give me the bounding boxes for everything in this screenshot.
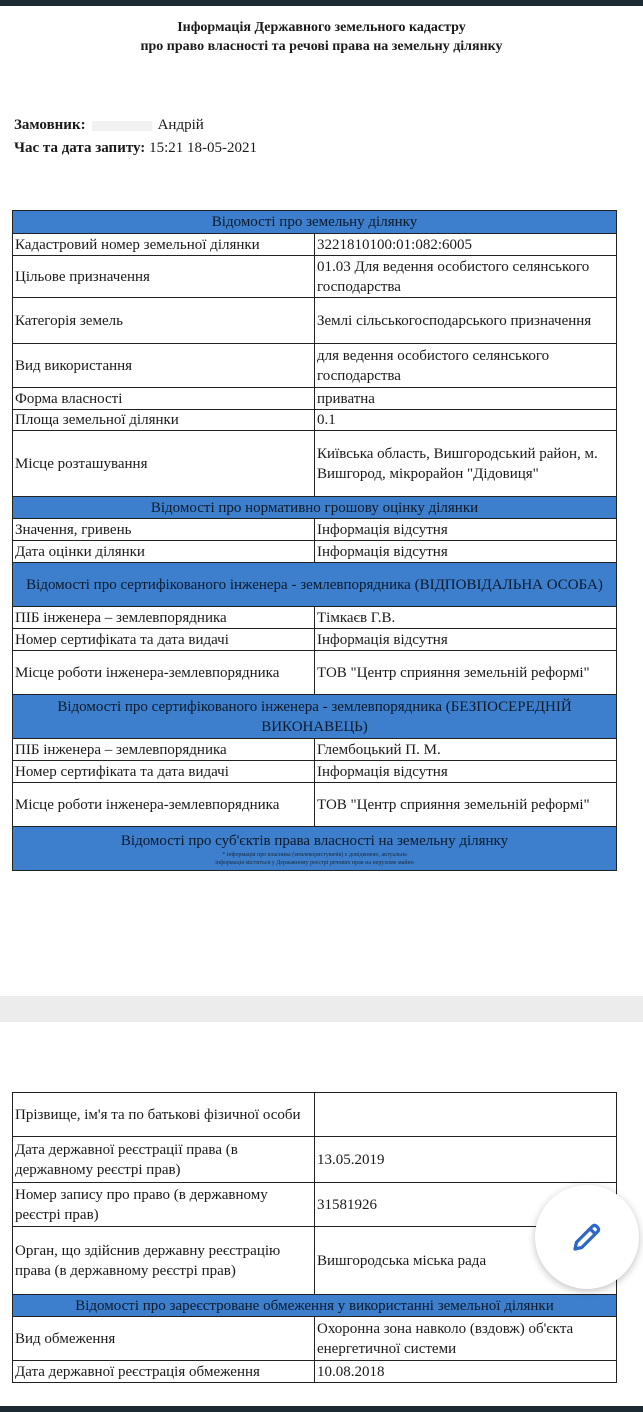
table-row <box>13 1227 617 1295</box>
table-row <box>13 761 617 783</box>
cell-label: ПІБ інженера – землевпорядника <box>13 739 315 761</box>
table-row <box>13 344 617 388</box>
owners-note-line-1: * інформація про власника (землекористувачів) є довідковою, актуальна <box>222 851 407 858</box>
cell-label: Дата державної реєстрації права (в державному реєстрі прав) <box>13 1137 315 1183</box>
cell-value: Інформація відсутня <box>315 629 617 651</box>
table-row <box>13 651 617 695</box>
table-row <box>13 1361 617 1383</box>
cell-value: Інформація відсутня <box>315 541 617 563</box>
owners-note-line-2: інформація міститься у Державному реєстрі речових прав на нерухоме майно <box>215 859 414 866</box>
cell-label: Кадастровий номер земельної ділянки <box>13 234 315 256</box>
request-time-label: Час та дата запиту: <box>14 140 146 156</box>
cell-label: Площа земельної ділянки <box>13 410 315 431</box>
cell-value: для ведення особистого селянського господарства <box>315 344 617 388</box>
cell-label: Номер сертифіката та дата видачі <box>13 761 315 783</box>
section-restriction: Відомості про зареєстроване обмеження у використанні земельної ділянки <box>13 1295 617 1317</box>
customer-name: Андрій <box>157 117 204 133</box>
cell-label: Місце розташування <box>13 431 315 497</box>
request-time-value: 15:21 18-05-2021 <box>149 140 257 156</box>
cell-label: ПІБ інженера – землевпорядника <box>13 607 315 629</box>
cadastre-table <box>12 210 617 871</box>
pencil-icon <box>569 1219 605 1255</box>
cell-value: ТОВ "Центр сприяння земельній реформі" <box>315 783 617 827</box>
cell-label: Вид обмеження <box>13 1317 315 1361</box>
table-row <box>13 1093 617 1137</box>
cell-label: Категорія земель <box>13 298 315 344</box>
cell-value: приватна <box>315 388 617 410</box>
screen-bottom-bar <box>0 1406 643 1412</box>
cell-label: Дата державної реєстрація обмеження <box>13 1361 315 1383</box>
cell-label: Цільове призначення <box>13 256 315 298</box>
table-row <box>13 607 617 629</box>
edit-button[interactable] <box>535 1185 639 1289</box>
cell-label: Орган, що здійснив державну реєстрацію права (в державному реєстрі прав) <box>13 1227 315 1295</box>
section-owners <box>13 827 617 871</box>
table-row <box>13 234 617 256</box>
table-row <box>13 519 617 541</box>
cell-value: 10.08.2018 <box>315 1361 617 1383</box>
request-time-line <box>14 140 257 157</box>
table-row <box>13 431 617 497</box>
table-row <box>13 629 617 651</box>
document-page-1 <box>0 6 643 996</box>
cell-value <box>315 1093 617 1137</box>
redacted-surname <box>92 121 152 131</box>
cell-value: Київська область, Вишгородський район, м. Вишгород, мікрорайон "Дідовиця" <box>315 431 617 497</box>
cell-value: Вишгородська міська рада <box>315 1227 617 1295</box>
table-row <box>13 1317 617 1361</box>
cell-value: Тімкаєв Г.В. <box>315 607 617 629</box>
table-row <box>13 388 617 410</box>
cell-label: Дата оцінки ділянки <box>13 541 315 563</box>
cell-value: Землі сільськогосподарського призначення <box>315 298 617 344</box>
cell-label: Форма власності <box>13 388 315 410</box>
cell-label: Номер сертифіката та дата видачі <box>13 629 315 651</box>
cell-value: 13.05.2019 <box>315 1137 617 1183</box>
table-row <box>13 1137 617 1183</box>
cell-label: Прізвище, ім'я та по батькові фізичної особи <box>13 1093 315 1137</box>
owners-table <box>12 1092 617 1383</box>
owners-title: Відомості про суб'єктів права власності на земельну ділянку <box>120 832 509 849</box>
table-row <box>13 783 617 827</box>
customer-label: Замовник: <box>14 117 86 133</box>
section-engineer-executor: Відомості про сертифікованого інженера - землевпорядника (БЕЗПОСЕРЕДНІЙ ВИКОНАВЕЦЬ) <box>13 695 617 739</box>
table-row <box>13 541 617 563</box>
cell-value: Охоронна зона навколо (вздовж) об'єкта енергетичної системи <box>315 1317 617 1361</box>
table-row <box>13 1183 617 1227</box>
cell-value: Інформація відсутня <box>315 761 617 783</box>
cell-value: 0.1 <box>315 410 617 431</box>
customer-line <box>14 117 204 134</box>
cell-label: Місце роботи інженера-землевпорядника <box>13 783 315 827</box>
table-row <box>13 298 617 344</box>
document-title <box>0 18 643 56</box>
cell-value: 3221810100:01:082:6005 <box>315 234 617 256</box>
table-row <box>13 410 617 431</box>
title-line-1: Інформація Державного земельного кадастру <box>177 20 466 35</box>
section-valuation: Відомості про нормативно грошову оцінку ділянки <box>13 497 617 519</box>
cell-value: ТОВ "Центр сприяння земельній реформі" <box>315 651 617 695</box>
table-row <box>13 739 617 761</box>
cell-label: Вид використання <box>13 344 315 388</box>
section-land-plot: Відомості про земельну ділянку <box>13 211 617 234</box>
cell-label: Номер запису про право (в державному реєстрі прав) <box>13 1183 315 1227</box>
cell-value: Інформація відсутня <box>315 519 617 541</box>
cell-label: Значення, гривень <box>13 519 315 541</box>
cell-value: Глембоцький П. М. <box>315 739 617 761</box>
cell-label: Місце роботи інженера-землевпорядника <box>13 651 315 695</box>
section-engineer-responsible: Відомості про сертифікованого інженера - землевпорядника (ВІДПОВІДАЛЬНА ОСОБА) <box>13 563 617 607</box>
cell-value: 01.03 Для ведення особистого селянського господарства <box>315 256 617 298</box>
title-line-2: про право власності та речові права на земельну ділянку <box>140 39 503 54</box>
cell-value: 31581926 <box>315 1183 617 1227</box>
table-row <box>13 256 617 298</box>
